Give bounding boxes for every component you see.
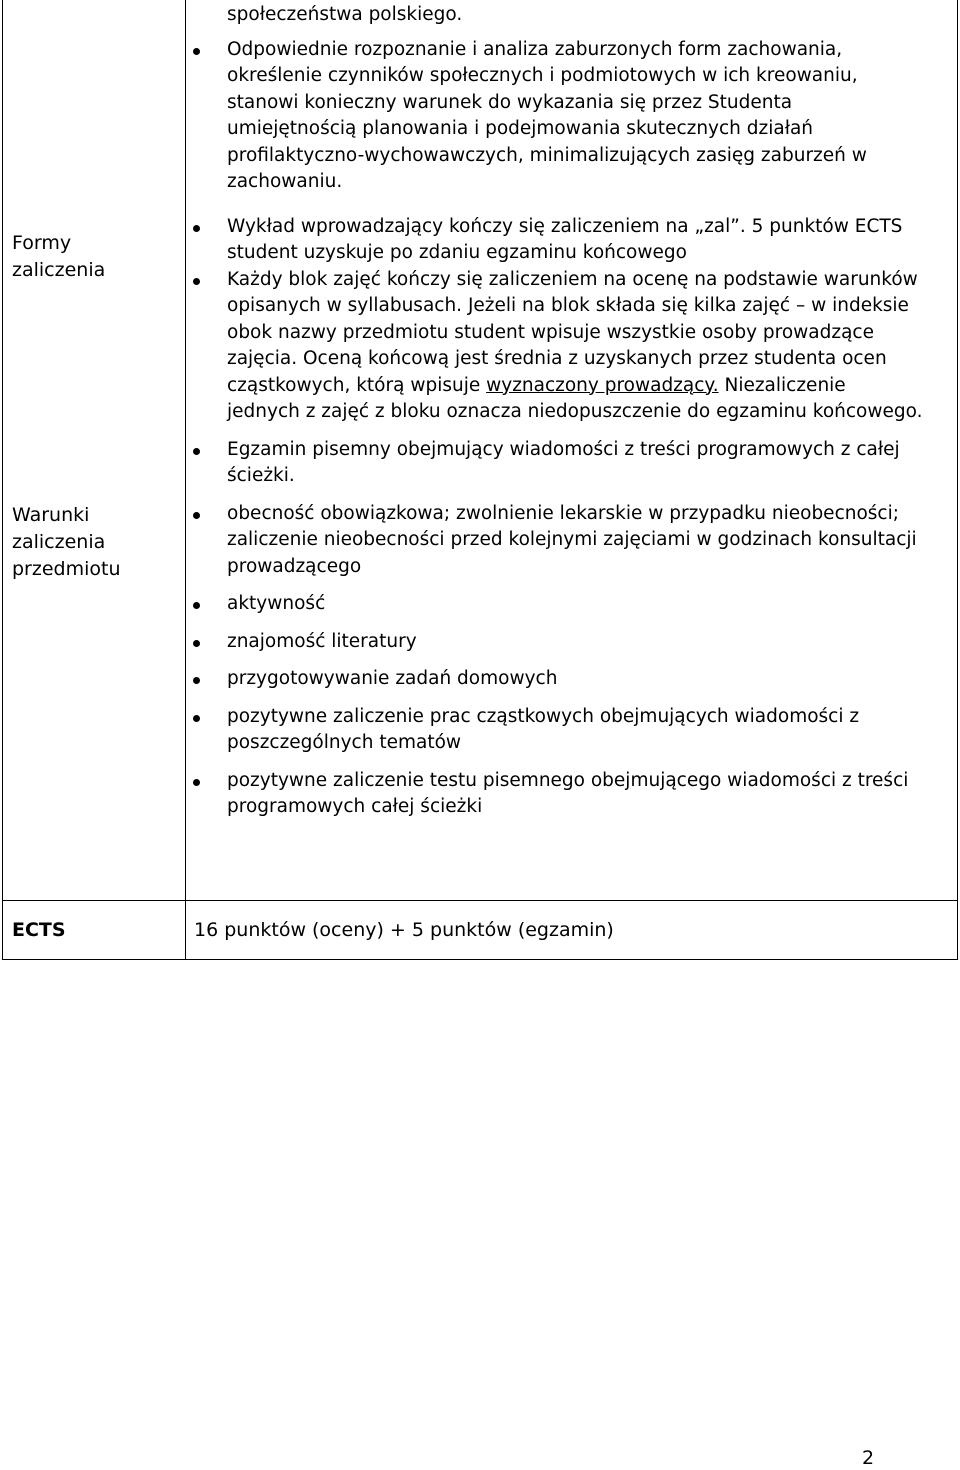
- ects-value-cell: [186, 901, 958, 960]
- bullet-line: aktywność: [186, 591, 957, 618]
- text-line: zaliczenie nieobecności przed kolejnymi zajęciami w godzinach konsultacji: [227, 529, 917, 550]
- right-column-cell: [186, 0, 958, 901]
- list-item: [186, 629, 957, 656]
- page-number: 2: [862, 1447, 875, 1469]
- left-column-cell: [3, 0, 186, 901]
- text-line: jednych z zajęć z bloku oznacza niedopuszczenie do egzaminu końcowego.: [227, 401, 923, 422]
- bullet-line: Egzamin pisemny obejmujący wiadomości z treści programowych z całej: [186, 437, 957, 464]
- text-line: [186, 373, 957, 400]
- formy-label: [3, 230, 185, 284]
- bullet-line: Odpowiednie rozpoznanie i analiza zaburzonych form zachowania,: [186, 37, 957, 64]
- text-span: Niezaliczenie: [718, 374, 846, 396]
- bullet-line: znajomość literatury: [186, 629, 957, 656]
- text-line: opisanych w syllabusach. Jeżeli na blok składa się kilka zajęć – w indeksie: [227, 295, 909, 316]
- ects-label: ECTS: [12, 918, 66, 941]
- formy-label-line: Formy: [12, 232, 72, 254]
- formy-content: [186, 214, 957, 490]
- list-item: [186, 591, 957, 618]
- warunki-label: [3, 502, 185, 583]
- bullet-line: pozytywne zaliczenie testu pisemnego obejmującego wiadomości z treści: [186, 768, 957, 795]
- warunki-label-line: Warunki: [12, 504, 90, 526]
- syllabus-table: [2, 0, 958, 960]
- warunki-label-line: przedmiotu: [12, 558, 121, 580]
- text-line: określenie czynników społecznych i podmiotowych w ich kreowaniu,: [227, 65, 858, 86]
- ects-value: 16 punktów (oceny) + 5 punktów (egzamin): [194, 918, 614, 941]
- bullet-line: obecność obowiązkowa; zwolnienie lekarskie w przypadku nieobecności;: [186, 501, 957, 528]
- content-row: [3, 0, 958, 901]
- text-line: profilaktyczno-wychowawczych, minimalizujących zasięg zaburzeń w: [227, 144, 867, 166]
- list-item: [186, 37, 957, 196]
- bullet-line: Każdy blok zajęć kończy się zaliczeniem na ocenę na podstawie warunków: [186, 267, 957, 294]
- text-line: student uzyskuje po zdaniu egzaminu końcowego: [227, 242, 687, 263]
- list-item: [186, 704, 957, 757]
- bullet-line: przygotowywanie zadań domowych: [186, 666, 957, 693]
- bullet-line: pozytywne zaliczenie prac cząstkowych obejmujących wiadomości z: [186, 704, 957, 731]
- ects-row: [3, 901, 958, 960]
- text-line: ścieżki.: [227, 465, 295, 486]
- text-line: poszczególnych tematów: [227, 732, 462, 753]
- list-item: [186, 267, 957, 426]
- warunki-content: [186, 501, 957, 821]
- text-line: programowych całej ścieżki: [227, 796, 483, 817]
- list-item: [186, 501, 957, 581]
- text-line: obok nazwy przedmiotu student wpisuje wszystkie osoby prowadzące: [227, 321, 874, 343]
- text-span: cząstkowych, którą wpisuje: [227, 374, 487, 396]
- text-line: społeczeństwa polskiego.: [227, 4, 463, 25]
- text-line: stanowi konieczny warunek do wykazania się przez Studenta: [227, 91, 793, 113]
- ects-label-cell: [3, 901, 186, 960]
- text-line: zajęcia. Oceną końcową jest średnia z uzyskanych przez studenta ocen: [227, 348, 887, 369]
- text-line: umiejętnością planowania i podejmowania skutecznych działań: [227, 118, 814, 139]
- list-item: [186, 214, 957, 267]
- underlined-text: wyznaczony prowadzący.: [486, 374, 719, 396]
- warunki-label-line: zaliczenia: [12, 531, 106, 553]
- list-item: [186, 437, 957, 490]
- formy-label-line: zaliczenia: [12, 259, 106, 281]
- list-item: [186, 768, 957, 821]
- list-item: [186, 666, 957, 693]
- text-line: prowadzącego: [227, 555, 362, 577]
- bullet-line: Wykład wprowadzający kończy się zaliczeniem na „zal”. 5 punktów ECTS: [186, 214, 957, 241]
- text-line: zachowaniu.: [227, 171, 343, 192]
